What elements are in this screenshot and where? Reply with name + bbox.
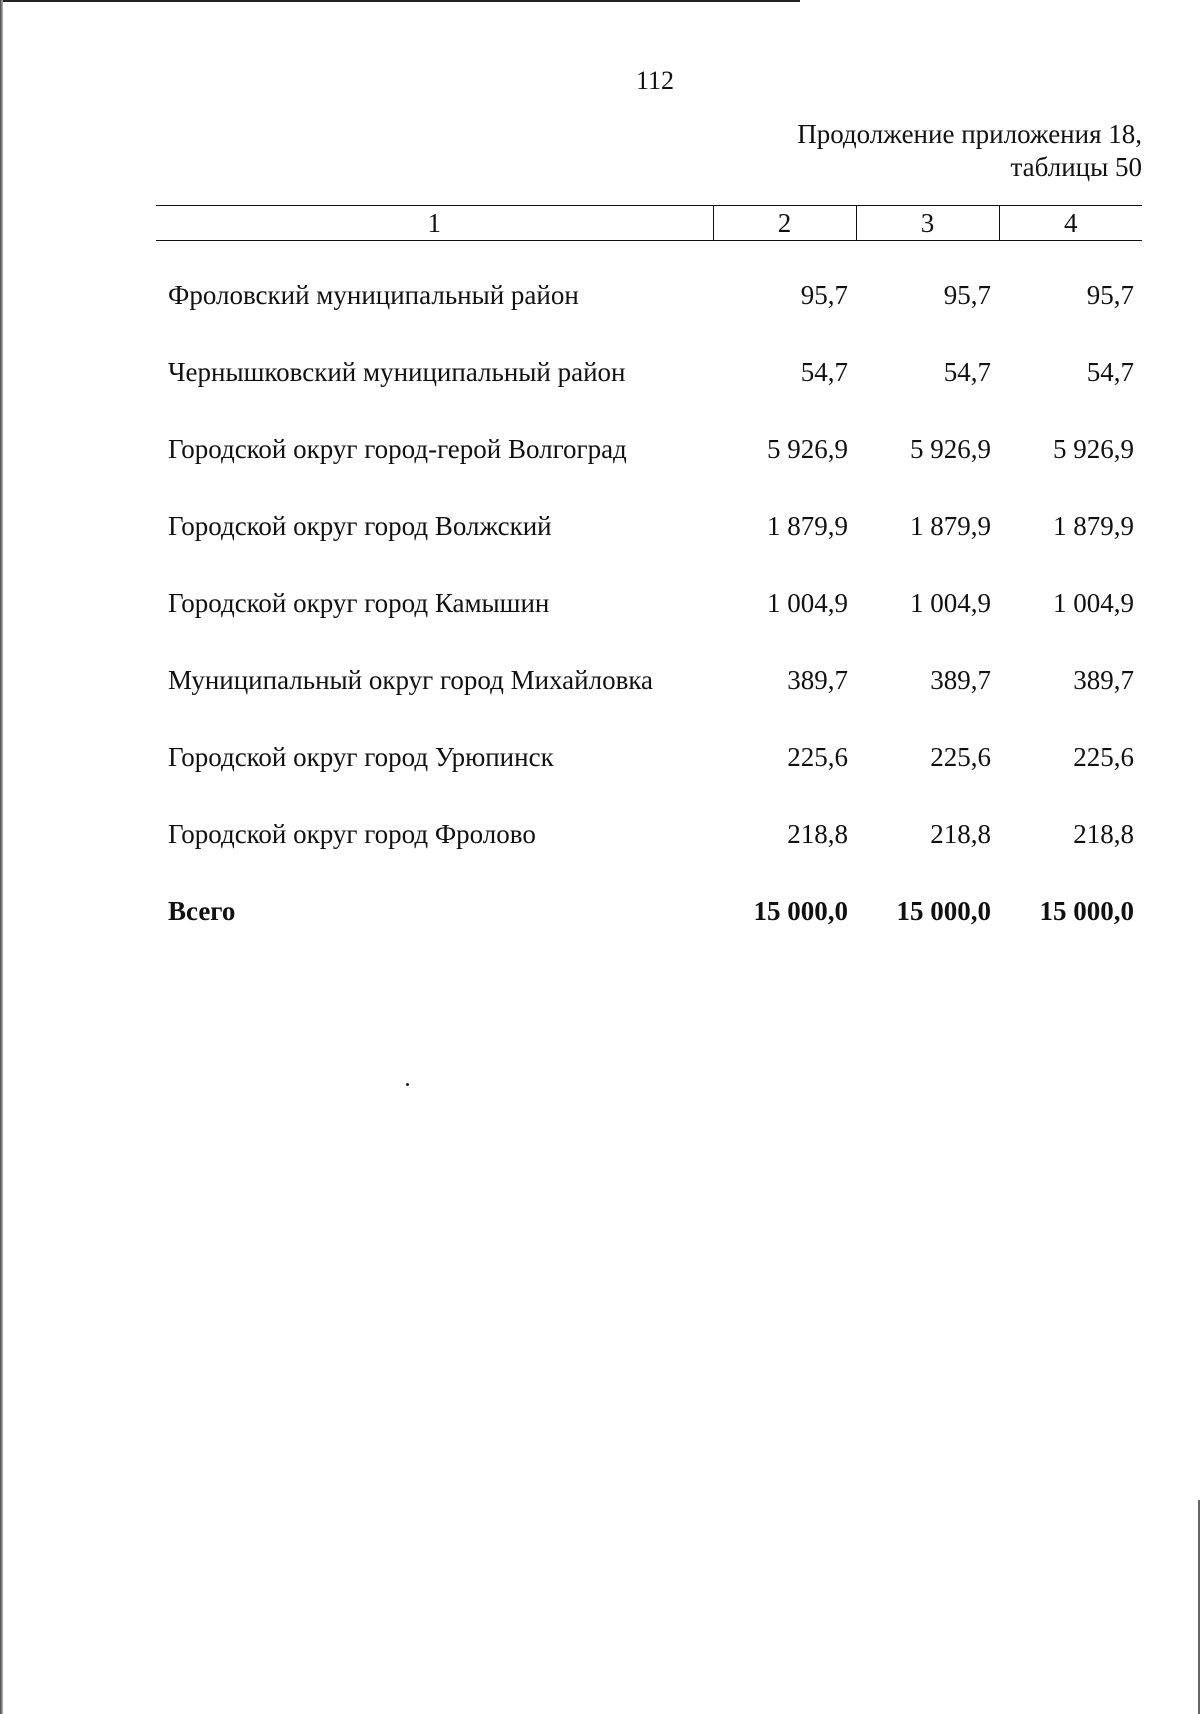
scan-artifact-dot bbox=[406, 1083, 409, 1086]
total-value-col3: 15 000,0 bbox=[896, 896, 991, 926]
row-value-col4: 54,7 bbox=[1086, 357, 1134, 387]
row-value-col3: 218,8 bbox=[930, 819, 991, 849]
row-name: Городской округ город Урюпинск bbox=[168, 742, 554, 772]
column-header-2: 2 bbox=[713, 206, 856, 241]
column-header-4: 4 bbox=[999, 206, 1142, 241]
appendix-continuation-note bbox=[797, 118, 1142, 184]
scan-artifact-top-line bbox=[0, 0, 800, 2]
row-name: Муниципальный округ город Михайловка bbox=[168, 665, 654, 695]
row-value-col4: 1 879,9 bbox=[1053, 511, 1134, 541]
row-name: Городской округ город Волжский bbox=[168, 511, 552, 541]
column-header-1: 1 bbox=[156, 206, 713, 241]
table-row bbox=[156, 796, 1142, 873]
total-value-col4: 15 000,0 bbox=[1039, 896, 1134, 926]
row-value-col3: 225,6 bbox=[930, 742, 991, 772]
row-value-col2: 1 879,9 bbox=[767, 511, 848, 541]
row-value-col4: 1 004,9 bbox=[1053, 588, 1134, 618]
row-name: Чернышковский муниципальный район bbox=[168, 357, 626, 387]
data-table bbox=[156, 205, 1142, 950]
row-value-col4: 389,7 bbox=[1073, 665, 1134, 695]
total-label: Всего bbox=[168, 896, 236, 926]
row-value-col2: 54,7 bbox=[800, 357, 848, 387]
total-value-col2: 15 000,0 bbox=[753, 896, 848, 926]
column-header-3: 3 bbox=[856, 206, 999, 241]
appendix-note-line-2: таблицы 50 bbox=[1010, 152, 1142, 182]
row-value-col2: 225,6 bbox=[787, 742, 848, 772]
row-value-col3: 5 926,9 bbox=[910, 434, 991, 464]
row-value-col3: 389,7 bbox=[930, 665, 991, 695]
row-name: Городской округ город-герой Волгоград bbox=[168, 434, 627, 464]
row-value-col2: 389,7 bbox=[787, 665, 848, 695]
row-value-col4: 95,7 bbox=[1086, 280, 1134, 310]
row-name: Городской округ город Фролово bbox=[168, 819, 536, 849]
row-value-col3: 1 879,9 bbox=[910, 511, 991, 541]
row-value-col2: 1 004,9 bbox=[767, 588, 848, 618]
appendix-note-line-1: Продолжение приложения 18, bbox=[797, 119, 1142, 149]
row-value-col2: 218,8 bbox=[787, 819, 848, 849]
row-value-col4: 5 926,9 bbox=[1053, 434, 1134, 464]
table-row bbox=[156, 411, 1142, 488]
row-name: Фроловский муниципальный район bbox=[168, 280, 579, 310]
table-row bbox=[156, 642, 1142, 719]
row-name: Городской округ город Камышин bbox=[168, 588, 550, 618]
table-row bbox=[156, 334, 1142, 411]
row-value-col3: 54,7 bbox=[943, 357, 991, 387]
table-row bbox=[156, 488, 1142, 565]
row-value-col3: 1 004,9 bbox=[910, 588, 991, 618]
row-value-col4: 218,8 bbox=[1073, 819, 1134, 849]
scan-artifact-left-edge bbox=[0, 0, 3, 1714]
row-value-col2: 95,7 bbox=[800, 280, 848, 310]
row-value-col3: 95,7 bbox=[943, 280, 991, 310]
table-row bbox=[156, 241, 1142, 335]
table-row bbox=[156, 565, 1142, 642]
data-table-container bbox=[156, 205, 1142, 950]
row-value-col4: 225,6 bbox=[1073, 742, 1134, 772]
page-number: 112 bbox=[635, 66, 675, 95]
table-row bbox=[156, 719, 1142, 796]
row-value-col2: 5 926,9 bbox=[767, 434, 848, 464]
table-total-row bbox=[156, 873, 1142, 950]
table-header-row bbox=[156, 206, 1142, 241]
